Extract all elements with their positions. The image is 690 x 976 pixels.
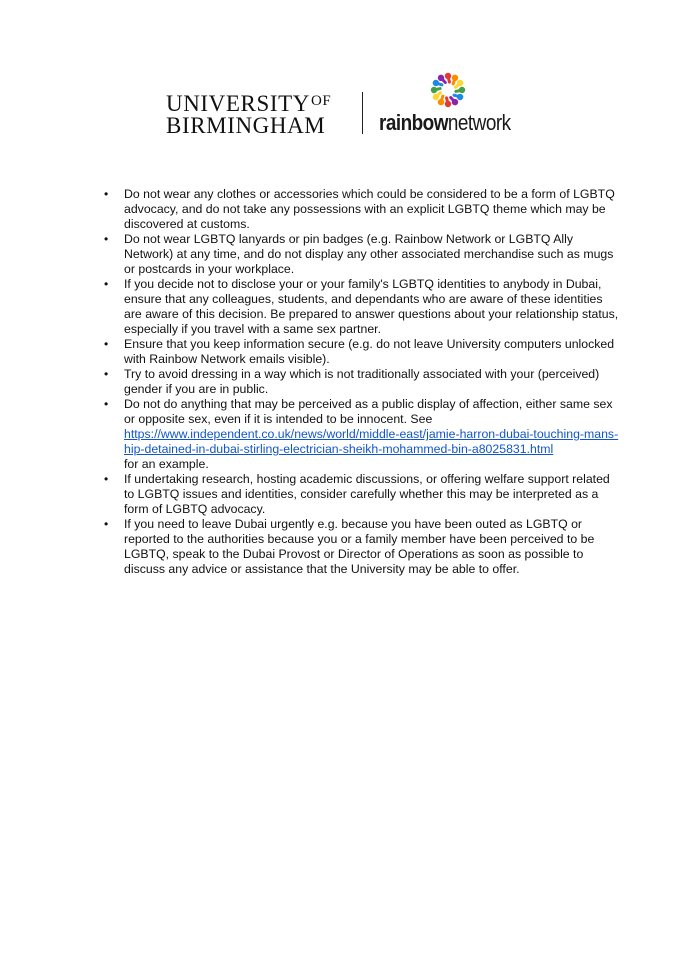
bullet-glyph: • — [104, 472, 109, 486]
logo-figure-body — [447, 98, 448, 104]
logo-figure-body — [448, 76, 449, 82]
logo-of-text: OF — [311, 93, 332, 109]
list-item — [102, 232, 622, 277]
list-item-text: Do not wear any clothes or accessories which could be considered to be a form of LGBTQ advocacy, and do not take any possessions with an explicit LGBTQ theme which may be discovered at customs. — [124, 187, 615, 231]
list-item-text: Try to avoid dressing in a way which is not traditionally associated with your (perceived) gender if you are in public. — [124, 367, 600, 396]
list-item-text-after: for an example. — [124, 457, 209, 471]
wordmark-network: network — [447, 110, 511, 135]
logo-figure-body — [454, 95, 460, 97]
guidance-list — [102, 187, 622, 577]
list-item-text: If you need to leave Dubai urgently e.g. because you have been outed as LGBTQ or reported to the authorities because you or a family member have been perceived to be LGBTQ, speak to the Dubai Provost or Director of Operations as soon as possible to discuss any advice or assistance that the University may be able to offer. — [124, 517, 595, 576]
logo-figure-body — [451, 98, 455, 103]
rainbow-network-icon — [428, 70, 468, 110]
list-item — [102, 187, 622, 232]
list-item — [102, 277, 622, 337]
logo-figure-body — [453, 78, 455, 84]
bullet-glyph: • — [104, 517, 109, 531]
rainbow-network-wordmark — [379, 110, 511, 136]
wordmark-rainbow: rainbow — [379, 110, 448, 135]
bullet-glyph: • — [104, 367, 109, 381]
bullet-glyph: • — [104, 337, 109, 351]
university-of-birmingham-logo — [166, 90, 331, 137]
logo-figure-body — [436, 93, 441, 97]
news-article-link[interactable]: https://www.independent.co.uk/news/world/middle-east/jamie-harron-dubai-touching-mans-hip-detained-in-dubai-stirling-electrician-sheikh-mohammed-bin-a8025831.html — [124, 427, 619, 456]
list-item — [102, 337, 622, 367]
logo-divider — [362, 92, 363, 134]
logo-figure-body — [456, 90, 462, 91]
bullet-glyph: • — [104, 277, 109, 291]
logo-figure-body — [436, 83, 442, 85]
logo-figure-body — [434, 89, 440, 90]
bullet-glyph: • — [104, 232, 109, 246]
logo-figure-body — [441, 96, 443, 102]
list-item — [102, 472, 622, 517]
logo-figure-body — [441, 78, 445, 83]
list-item-text: Do not wear LGBTQ lanyards or pin badges (e.g. Rainbow Network or LGBTQ Ally Network) at any time, and do not display any other associated merchandise such as mugs or postcards in your workplace. — [124, 232, 614, 276]
logo-figure-body — [456, 83, 461, 87]
guidance-content — [102, 187, 622, 577]
page-header — [0, 70, 690, 140]
logo-birmingham-text: BIRMINGHAM — [166, 113, 326, 138]
list-item-text: If you decide not to disclose your or your family's LGBTQ identities to anybody in Dubai, ensure that any colleagues, students, and dependants who are aware of these identities are aware of this decision. Be prepared to answer questions about your relationship status, especially if you travel with a same sex partner. — [124, 277, 619, 336]
bullet-glyph: • — [104, 397, 109, 411]
list-item-text: Do not do anything that may be perceived as a public display of affection, either same sex or opposite sex, even if it is intended to be innocent. See — [124, 397, 613, 426]
logo-university-text: UNIVERSITY — [166, 91, 310, 116]
list-item-text: Ensure that you keep information secure (e.g. do not leave University computers unlocked with Rainbow Network emails visible). — [124, 337, 615, 366]
list-item — [102, 517, 622, 577]
bullet-glyph: • — [104, 187, 109, 201]
list-item-text: If undertaking research, hosting academic discussions, or offering welfare support related to LGBTQ issues and identities, consider carefully whether this may be interpreted as a form of LGBTQ advocacy. — [124, 472, 610, 516]
list-item — [102, 397, 622, 472]
list-item — [102, 367, 622, 397]
